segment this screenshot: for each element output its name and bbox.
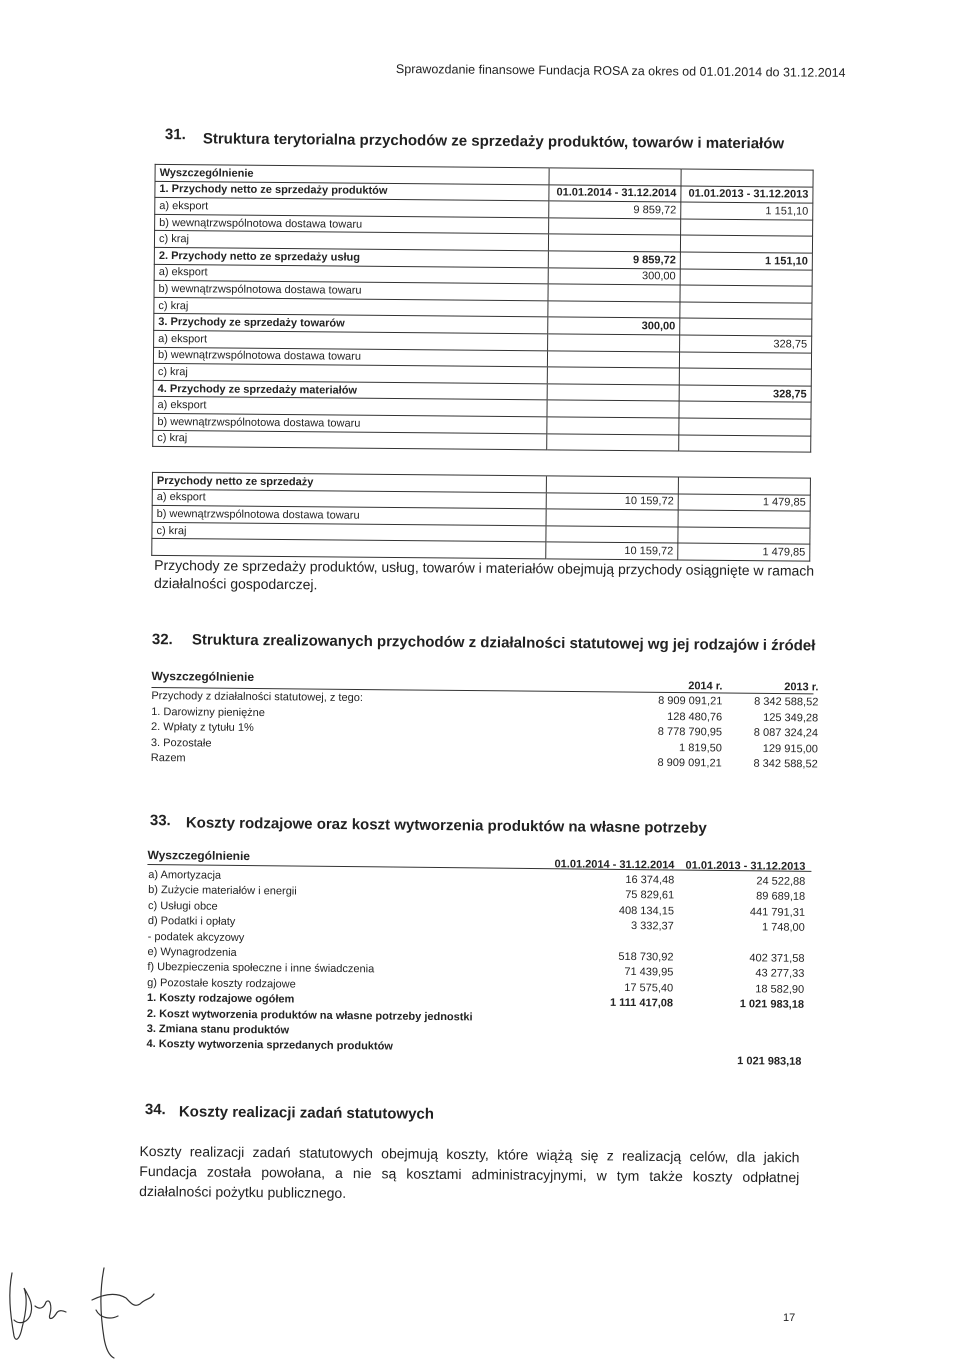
- value-2014: 408 134,15: [618, 904, 675, 918]
- value-2013: 328,75: [680, 335, 812, 353]
- value-2013: 8 342 588,52: [754, 696, 819, 709]
- value-2014: 3 332,37: [630, 920, 674, 933]
- table-header-label: Wyszczególnienie: [151, 668, 255, 684]
- value-2014: [548, 284, 680, 302]
- value-2014: 10 159,72: [546, 492, 678, 510]
- value-2013: 89 689,18: [756, 890, 806, 904]
- row-label: 1. Darowizny pieniężne: [151, 705, 266, 719]
- section-31: [153, 126, 960, 593]
- handwritten-signature: [0, 1258, 200, 1366]
- row-label: c) kraj: [154, 297, 548, 317]
- value-2014: 128 480,76: [667, 710, 723, 724]
- value-2013: 24 522,88: [756, 875, 806, 888]
- value-2014: 75 829,61: [625, 889, 675, 902]
- value-2013: 328,75: [679, 385, 811, 403]
- column-header-2013: 2013 r.: [784, 680, 819, 694]
- row-label: a) eksport: [152, 489, 546, 509]
- value-2014: 9 859,72: [548, 251, 680, 269]
- section-32: [150, 631, 960, 771]
- row-label: Przychody z działalności statutowej, z tego:: [151, 690, 363, 705]
- table-header-label: Wyszczególnienie: [155, 164, 549, 184]
- table-header-2014: [549, 168, 681, 186]
- row-label: e) Wynagrodzenia: [147, 946, 237, 959]
- row-label: - podatek akcyzowy: [147, 930, 245, 944]
- section-number: 34.: [144, 1101, 166, 1119]
- value-2013: 8 342 588,52: [753, 758, 818, 771]
- value-2013: [678, 477, 810, 495]
- value-2013: [678, 510, 810, 528]
- value-2014: 518 730,92: [618, 950, 674, 964]
- value-2013: 125 349,28: [763, 711, 819, 725]
- value-2014: [547, 367, 679, 385]
- value-2014: [544, 1041, 675, 1058]
- row-label: c) kraj: [154, 231, 548, 251]
- value-2013: [680, 269, 812, 287]
- value-2013: [680, 285, 812, 303]
- section-number: 32.: [151, 631, 173, 649]
- section-number: 33.: [149, 812, 171, 830]
- value-2014: [548, 334, 680, 352]
- value-2014: 8 778 790,95: [657, 726, 723, 739]
- value-2013: 18 582,90: [755, 983, 805, 996]
- value-2014: 9 859,72: [549, 201, 681, 219]
- value-2014: [545, 1010, 676, 1027]
- value-2014: [546, 526, 678, 544]
- value-2014: 01.01.2014 - 31.12.2014: [549, 184, 681, 202]
- value-2013: 441 791,31: [749, 906, 806, 919]
- value-2014: 300,00: [548, 267, 680, 285]
- section-34: [139, 1101, 960, 1201]
- row-label: c) kraj: [152, 522, 546, 542]
- row-label: c) kraj: [153, 364, 547, 384]
- value-2013: [676, 1027, 807, 1044]
- value-2013: [679, 418, 811, 436]
- row-label: b) wewnątrzwspólnotowa dostawa towaru: [155, 214, 549, 234]
- value-2014: [548, 234, 680, 252]
- value-2013: [679, 401, 811, 419]
- territorial-revenue-table: [152, 164, 813, 453]
- row-label: c) Usługi obce: [147, 899, 218, 913]
- row-label: a) Amortyzacja: [148, 869, 222, 882]
- value-2013: 402 371,58: [749, 952, 805, 965]
- value-2013: 129 915,00: [762, 742, 818, 756]
- row-label: 3. Przychody ze sprzedaży towarów: [154, 314, 548, 334]
- row-label: Przychody netto ze sprzedaży: [152, 472, 546, 492]
- value-2013: 8 087 324,24: [753, 727, 819, 740]
- row-label: 4. Przychody ze sprzedaży materiałów: [153, 380, 547, 400]
- row-label: 2. Przychody netto ze sprzedaży usług: [154, 247, 548, 267]
- value-2013: 01.01.2013 - 31.12.2013: [681, 186, 813, 204]
- row-label: b) wewnątrzwspólnotowa dostawa towaru: [153, 413, 547, 433]
- value-2014: 1 111 417,08: [609, 997, 674, 1010]
- value-2013: 1 151,10: [680, 252, 812, 270]
- table-header-2013: [681, 169, 813, 187]
- value-2014: 17 575,40: [624, 981, 674, 995]
- row-label: d) Podatki i opłaty: [147, 915, 236, 929]
- value-2014: [547, 433, 679, 451]
- row-label: 1. Koszty rodzajowe ogółem: [146, 992, 295, 1006]
- value-2014: [549, 218, 681, 236]
- value-2013: 1 021 983,18: [739, 998, 805, 1012]
- document-header: Sprawozdanie finansowe Fundacja ROSA za okres od 01.01.2014 do 31.12.2014: [395, 62, 846, 80]
- row-label: b) wewnątrzwspólnotowa dostawa towaru: [153, 347, 547, 367]
- total-2013-value: 1 021 983,18: [737, 1055, 802, 1068]
- value-2014: 16 374,48: [625, 874, 675, 887]
- page-number: 17: [783, 1312, 796, 1324]
- row-label: b) wewnątrzwspólnotowa dostawa towaru: [152, 506, 546, 526]
- value-2013: [679, 352, 811, 370]
- value-2014: [546, 933, 677, 950]
- costs-by-type-table: [143, 852, 808, 1059]
- value-2014: [548, 301, 680, 319]
- value-2014: 8 909 091,21: [658, 695, 723, 708]
- row-label: Razem: [150, 752, 186, 765]
- column-header-2014: 01.01.2014 - 31.12.2014: [554, 857, 675, 872]
- row-label: a) eksport: [153, 397, 547, 417]
- value-2014: 71 439,95: [624, 966, 674, 979]
- row-label: g) Pozostałe koszty rodzajowe: [147, 976, 296, 991]
- territorial-revenue-totals-table: [151, 472, 811, 562]
- value-2013: [680, 302, 812, 320]
- row-label: a) eksport: [154, 264, 548, 284]
- value-2013: [679, 434, 811, 452]
- value-2014: 300,00: [548, 317, 680, 335]
- value-2014: [546, 476, 678, 494]
- row-label: a) eksport: [155, 198, 549, 218]
- column-header-2013: 01.01.2013 - 31.12.2013: [685, 859, 806, 873]
- value-2013: [678, 527, 810, 545]
- value-2013: 1 479,85: [678, 543, 810, 561]
- value-2013: 1 151,10: [681, 202, 813, 220]
- value-2014: [546, 509, 678, 527]
- value-2014: [547, 384, 679, 402]
- value-2014: 8 909 091,21: [657, 757, 722, 770]
- value-2013: [681, 219, 813, 237]
- row-label: 3. Zmiana stanu produktów: [146, 1022, 290, 1037]
- row-label: a) eksport: [154, 330, 548, 350]
- value-2014: [547, 417, 679, 435]
- section-31-note: Przychody ze sprzedaży produktów, usług, towarów i materiałów obejmują przychody osiągnięte w ramach działalności gospodarczej.: [153, 556, 815, 593]
- value-2013: [680, 235, 812, 253]
- row-label: 4. Koszty wytworzenia sprzedanych produktów: [146, 1038, 393, 1053]
- section-title: Koszty realizacji zadań statutowych: [178, 1103, 435, 1123]
- column-header-2014: 2014 r.: [688, 679, 723, 693]
- value-2014: 10 159,72: [546, 542, 678, 560]
- section-number: 31.: [164, 126, 186, 144]
- section-33: [146, 812, 960, 1068]
- table-header-label: Wyszczególnienie: [147, 847, 251, 864]
- value-2013: [677, 934, 808, 951]
- value-2014: [547, 400, 679, 418]
- section-title: Struktura zrealizowanych przychodów z działalności statutowej wg jej rodzajów i źródeł: [191, 631, 816, 655]
- row-label: 2. Wpłaty z tytułu 1%: [151, 721, 254, 735]
- section-title: Struktura terytorialna przychodów ze sprzedaży produktów, towarów i materiałów: [202, 130, 785, 153]
- row-label: b) Zużycie materiałów i energii: [148, 884, 297, 899]
- value-2013: 43 277,33: [755, 967, 805, 981]
- row-label: c) kraj: [153, 430, 547, 450]
- value-2013: [679, 368, 811, 386]
- value-2013: 1 479,85: [678, 494, 810, 512]
- value-2014: [545, 1025, 676, 1042]
- row-label: f) Ubezpieczenia społeczne i inne świadczenia: [147, 961, 375, 976]
- value-2014: [547, 350, 679, 368]
- row-label: 2. Koszt wytworzenia produktów na własne potrzeby jednostki: [146, 1007, 473, 1023]
- value-2014: 1 819,50: [679, 741, 722, 755]
- value-2013: [680, 318, 812, 336]
- row-label: 3. Pozostałe: [150, 736, 212, 750]
- value-2013: [676, 1011, 807, 1028]
- row-label: 1. Przychody netto ze sprzedaży produktów: [155, 181, 549, 201]
- section-title: Koszty rodzajowe oraz koszt wytworzenia produktów na własne potrzeby: [185, 814, 707, 837]
- statutory-revenue-table: [148, 673, 822, 772]
- section-34-text: Koszty realizacji zadań statutowych obejmują koszty, które wiążą się z realizacją celów, dla jakich Fundacja została powołana, a nie są kosztami administracyjnymi, w tym także koszty odpłatnej działalności pożytku publicznego.: [139, 1142, 800, 1201]
- value-2013: 1 748,00: [761, 921, 805, 935]
- row-label: b) wewnątrzwspólnotowa dostawa towaru: [154, 281, 548, 301]
